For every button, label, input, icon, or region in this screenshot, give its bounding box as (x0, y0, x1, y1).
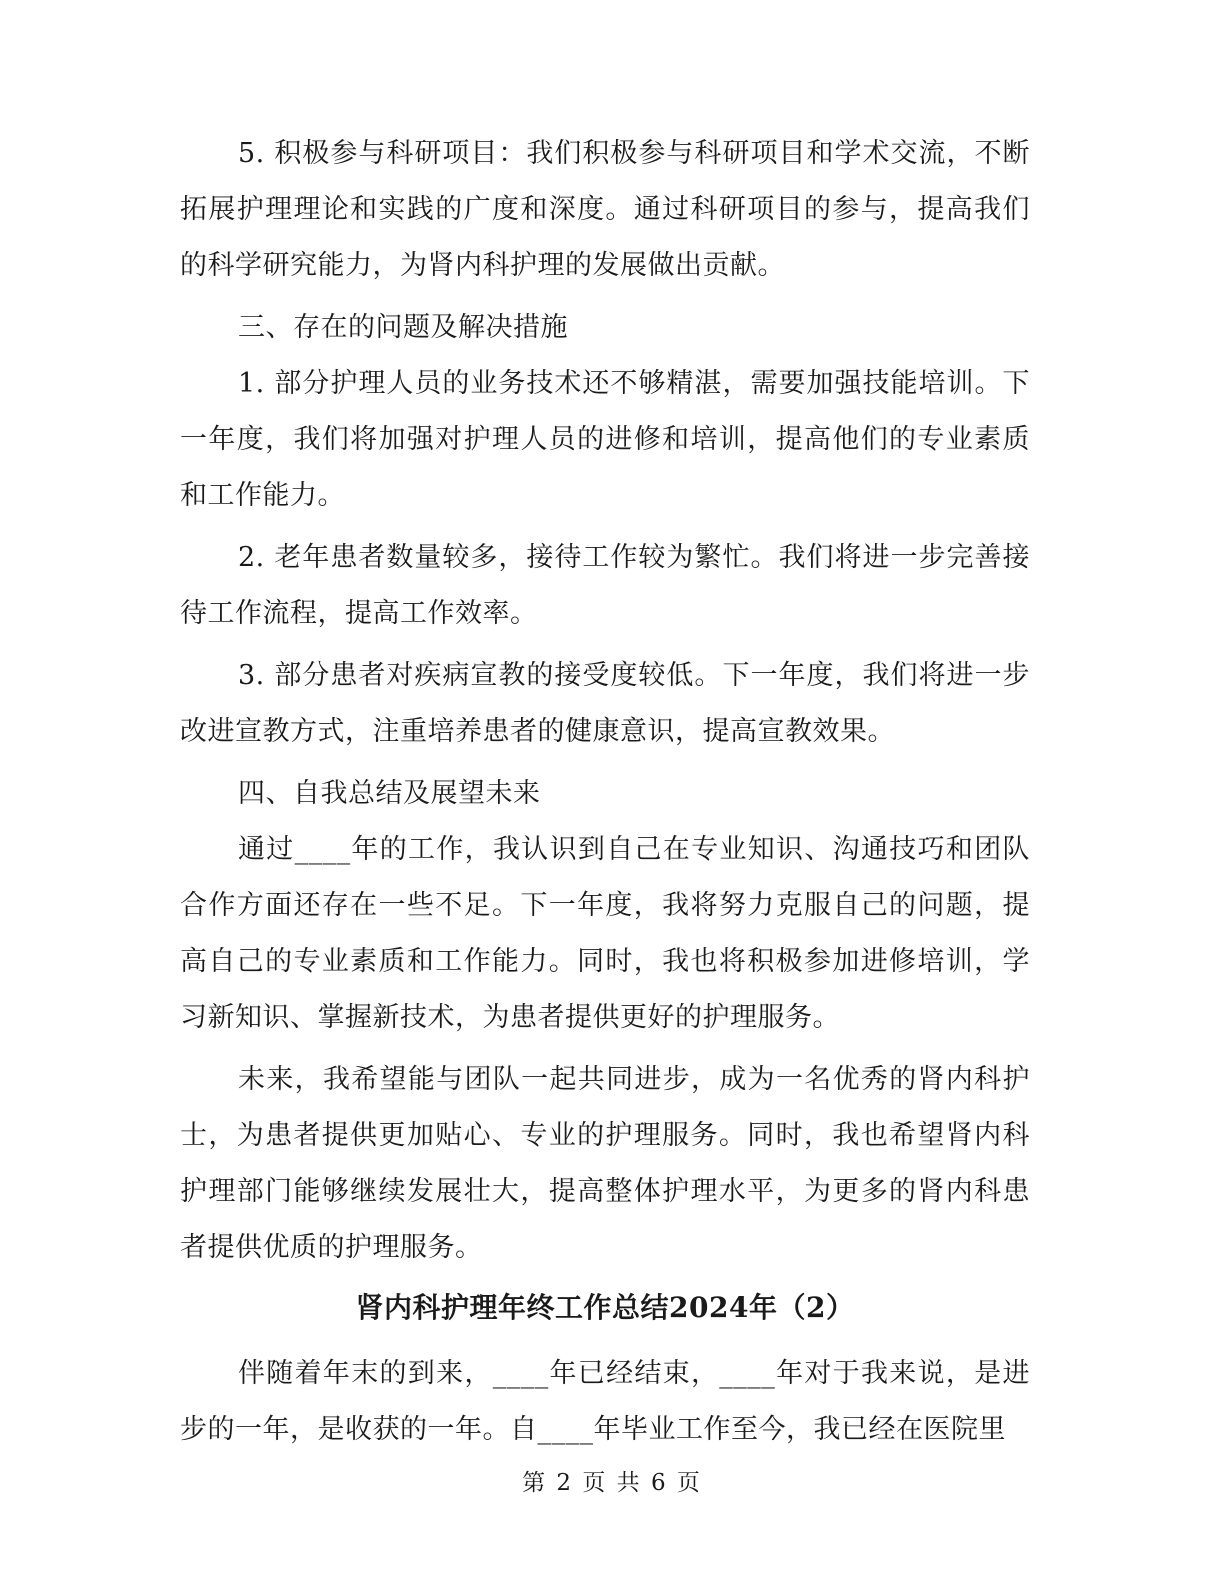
para-problem-3: 3. 部分患者对疾病宣教的接受度较低。下一年度，我们将进一步改进宣教方式，注重培养患者的健康意识，提高宣教效果。 (180, 660, 1030, 747)
section-heading-3: 三、存在的问题及解决措施 (238, 312, 568, 343)
para-item-5-research: 5. 积极参与科研项目：我们积极参与科研项目和学术交流，不断拓展护理理论和实践的广度和深度。通过科研项目的参与，提高我们的科学研究能力，为肾内科护理的发展做出贡献。 (180, 138, 1030, 281)
section-heading-4: 四、自我总结及展望未来 (238, 778, 541, 809)
para-intro-2: 伴随着年末的到来，____年已经结束，____年对于我来说，是进步的一年，是收获的一年。自____年毕业工作至今，我已经在医院里 (180, 1358, 1030, 1445)
para-problem-1: 1. 部分护理人员的业务技术还不够精湛，需要加强技能培训。下一年度，我们将加强对护理人员的进修和培训，提高他们的专业素质和工作能力。 (180, 368, 1030, 511)
para-problem-2: 2. 老年患者数量较多，接待工作较为繁忙。我们将进一步完善接待工作流程，提高工作效率。 (180, 542, 1030, 629)
page-number-footer: 第 2 页 共 6 页 (522, 1470, 702, 1496)
para-self-summary: 通过____年的工作，我认识到自己在专业知识、沟通技巧和团队合作方面还存在一些不足。下一年度，我将努力克服自己的问题，提高自己的专业素质和工作能力。同时，我也将积极参加进修培训，学习新知识、掌握新技术，为患者提供更好的护理服务。 (180, 834, 1030, 1033)
document-body (180, 126, 1030, 1458)
document-title-2: 肾内科护理年终工作总结2024年（2） (355, 1291, 855, 1324)
para-future-outlook: 未来，我希望能与团队一起共同进步，成为一名优秀的肾内科护士，为患者提供更加贴心、专业的护理服务。同时，我也希望肾内科护理部门能够继续发展壮大，提高整体护理水平，为更多的肾内科患者提供优质的护理服务。 (180, 1064, 1030, 1263)
